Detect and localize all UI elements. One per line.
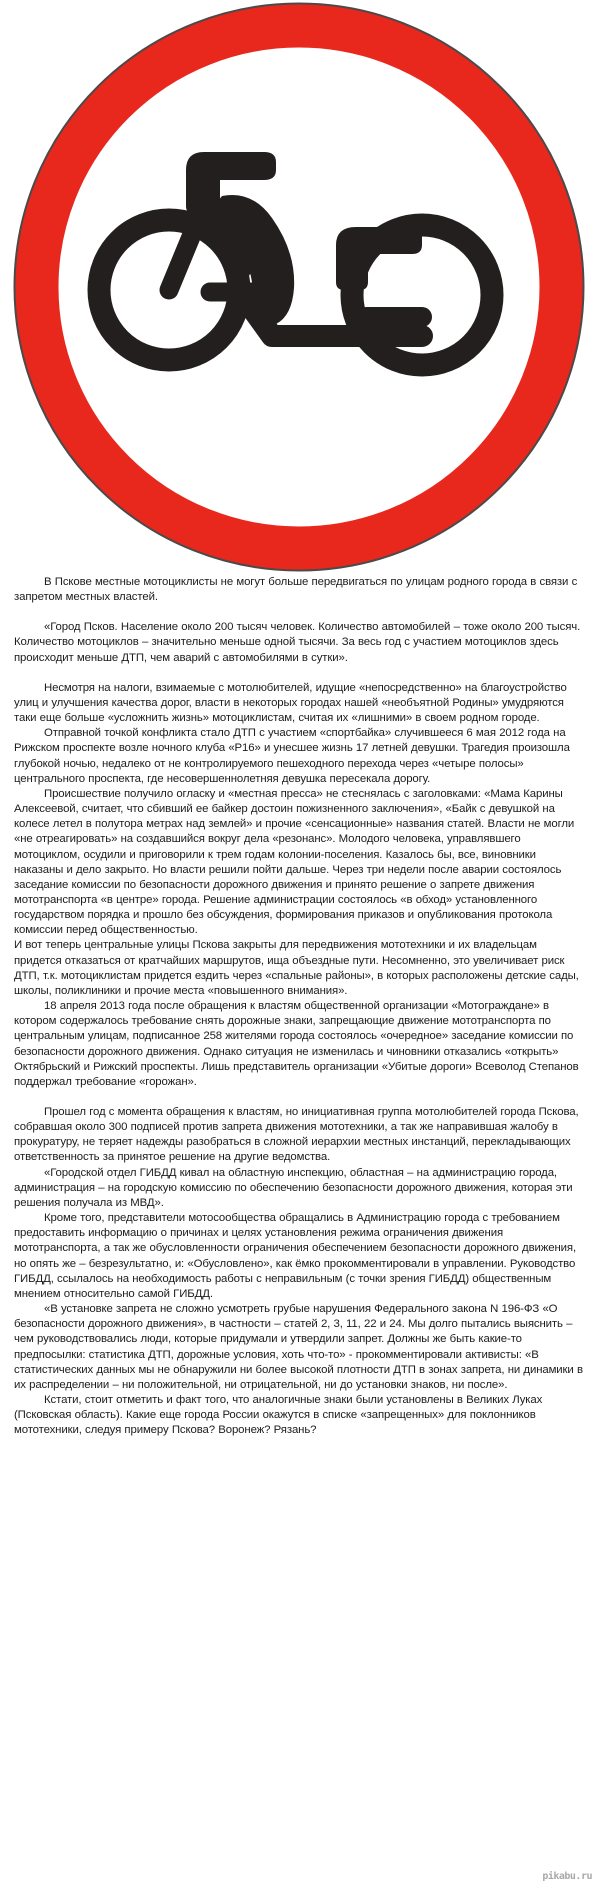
article-paragraph: Кроме того, представители мотосообщества обращались в Администрацию города с требованием предоставить информацию о причинах и целях установления режима ограничения движения мототранспорта, а так же обусловленности ограничения обеспечением безопасности дорожного движения, но опять же – безрезультатно, и: «Обусловлено», как ёмко прокомментировали в управлении. Руководство ГИБДД, ссылалось на необходимость работы с неправильным (с точки зрения ГИБДД) общественным мнением относительно самой ГИБДД.: [14, 1212, 577, 1300]
article-paragraph: Происшествие получило огласку и «местная пресса» не стеснялась с заголовками: «Мама Карины Алексеевой, считает, что сбивший ее байкер достоин пожизненного заключения», «Байк с девушкой на колесе летел в полутора метрах над землей» и прочие «сенсационные» названия статей. Власти не могли «не отреагировать» на создавшийся вокруг дела «резонанс». Молодого человека, управлявшего мотоциклом, осудили и приговорили к трем годам колонии-поселения. Казалось бы, все, виновники наказаны и дело закрыто. Но власти решили пойти дальше. Через три недели после аварии состоялось заседание комиссии по безопасности дорожного движения и принято решение о запрете движения мототранспорта «в центре» города. Решение администрации состоялось «в обход» установленного государством порядка и прошло без обсуждения, формирования приказов и опубликования протокола комиссии перед общественностью.: [14, 787, 575, 937]
article-paragraph: Несмотря на налоги, взимаемые с мотолюбителей, идущие «непосредственно» на благоустройство улиц и улучшения качества дорог, власти в некоторых городах нашей «необъятной Родины» умудряются таки еще больше «усложнить жизнь» мотоциклистам, считая их «лишними» в своем родном городе.: [14, 681, 567, 725]
no-mopeds-icon: [0, 0, 600, 575]
site-watermark: pikabu.ru: [542, 1871, 592, 1882]
article-paragraph: Прошел год с момента обращения к властям, но инициативная группа мотолюбителей города Пскова, собравшая около 300 подписей против запрета движения мототехники, а так же направившая жалобу в прокуратуру, не теряет надежды разобраться в сложной иерархии местных инстанций, перекладывающих ответственность за принятое решение на другие ведомства.: [14, 1106, 579, 1164]
article-paragraph: 18 апреля 2013 года после обращения к властям общественной организации «Мотограждане» в котором содержалось требование снять дорожные знаки, запрещающие движение мототранспорта по центральным улицам, подписанное 258 жителями города состоялось «очередное» заседание комиссии по безопасности дорожного движения. Однако ситуация не изменилась и чиновники отказались «открыть» Октябрьский и Рижский проспекты. Лишь представитель организации «Убитые дороги» Всеволод Степанов поддержал требование «горожан».: [14, 1000, 579, 1088]
no-mopeds-sign-image: [0, 0, 600, 575]
article-paragraph: Кстати, стоит отметить и факт того, что аналогичные знаки были установлены в Великих Луках (Псковская область). Какие еще города России окажутся в списке «запрещенных» для поклонников мототехники, следуя примеру Пскова? Воронеж? Рязань?: [14, 1393, 543, 1437]
article-paragraph: «Город Псков. Население около 200 тысяч человек. Количество автомобилей – тоже около 200 тысяч. Количество мотоциклов – значительно меньше одной тысячи. За весь год с участием мотоциклов здесь происходит меньше ДТП, чем аварий с автомобилями в сутки».: [14, 621, 581, 664]
article-paragraph: Отправной точкой конфликта стало ДТП с участием «спортбайка» случившееся 6 мая 2012 года на Рижском проспекте возле ночного клуба «Р16» и унесшее жизнь 17 летней девушки. Трагедия произошла глубокой ночью, недалеко от не контролируемого пешеходного перехода через «четыре полосы» центрального проспекта, где несовершеннолетняя девушка пересекала дорогу.: [14, 727, 570, 785]
article-paragraph: В Пскове местные мотоциклисты не могут больше передвигаться по улицам родного города в связи с запретом местных властей.: [14, 576, 578, 604]
article-paragraph: «В установке запрета не сложно усмотреть грубые нарушения Федерального закона N 196-ФЗ «О безопасности дорожного движения», в частности – статей 2, 3, 11, 22 и 24. Мы долго пытались выяснить – чем руководствовались люди, которые придумали и утвердили запрет. Должны же быть какие-то предпосылки: статистика ДТП, дорожные условия, хоть что-то» - прокомментировали активисты: «В статистических данных мы не обнаружили ни более высокой плотности ДТП в зонах запрета, ни динамики в их распределении – ни положительной, ни отрицательной, ни до установки знаков, ни после».: [14, 1303, 583, 1391]
article-paragraph: «Городской отдел ГИБДД кивал на областную инспекцию, областная – на администрацию города, администрация – на городскую комиссию по обеспечению безопасности дорожного движения, которая эти решения получала из МВД».: [14, 1166, 573, 1209]
article-body: [0, 575, 600, 1438]
article-paragraph: И вот теперь центральные улицы Пскова закрыты для передвижения мототехники и их владельцам придется отказаться от кратчайших маршрутов, ища объездные пути. Несомненно, это увеличивает риск ДТП, т.к. мотоциклистам придется ездить через «спальные районы», в которых расположены детские сады, школы, поликлиники и прочие места «повышенного внимания».: [14, 939, 579, 997]
